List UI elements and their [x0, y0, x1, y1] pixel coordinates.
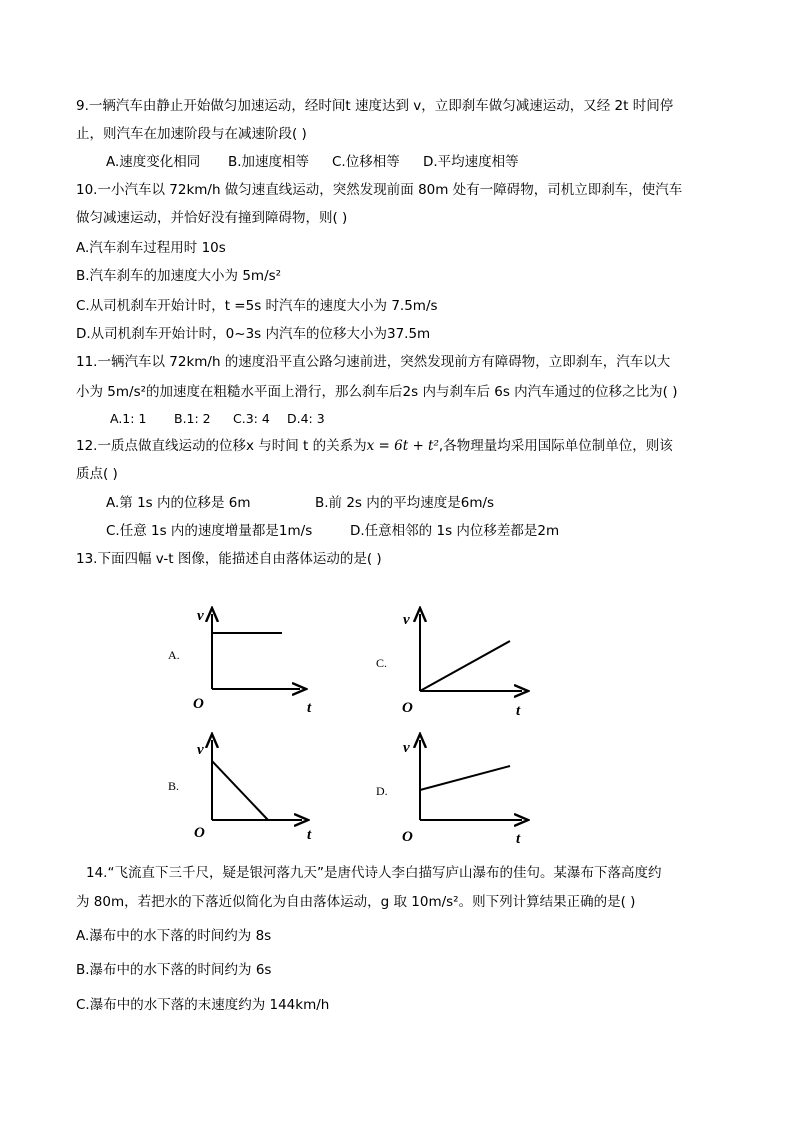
- graph-d-plot-line: [420, 766, 510, 790]
- graph-a-label: A.: [168, 648, 180, 662]
- q11-option-c: C.3: 4: [233, 411, 270, 426]
- q14-stem-line1: 14.“飞流直下三千尺，疑是银河落九天”是唐代诗人李白描写庐山瀑布的佳句。某瀑布下落高度约: [86, 865, 662, 881]
- q12-option-b: B.前 2s 内的平均速度是6m/s: [315, 495, 495, 511]
- q12-option-d: D.任意相邻的 1s 内位移差都是2m: [350, 523, 560, 539]
- q14-option-a: A.瀑布中的水下落的时间约为 8s: [76, 928, 272, 944]
- q11-option-d: D.4: 3: [287, 411, 325, 426]
- q10-option-d: D.从司机刹车开始计时，0~3s 内汽车的位移大小为37.5m: [76, 326, 431, 342]
- graph-d-origin: O: [402, 829, 413, 845]
- graph-c-origin: O: [402, 700, 413, 716]
- q12-stem-line2: 质点( ): [76, 466, 118, 482]
- q9-option-c: C.位移相等: [332, 154, 400, 170]
- q14-option-b: B.瀑布中的水下落的时间约为 6s: [76, 962, 272, 978]
- q10-option-b: B.汽车刹车的加速度大小为 5m/s²: [76, 268, 282, 284]
- graph-b-t-label: t: [307, 827, 312, 843]
- q13-graphs: [0, 590, 793, 850]
- q9-stem-line1: 9.一辆汽车由静止开始做匀加速运动，经时间t 速度达到 v，立即刹车做匀减速运动，又经 2t 时间停: [76, 98, 674, 114]
- q11-stem-line1: 11.一辆汽车以 72km/h 的速度沿平直公路匀速前进，突然发现前方有障碍物，立即刹车，汽车以大: [76, 354, 671, 370]
- q14-stem-line2: 为 80m，若把水的下落近似简化为自由落体运动，g 取 10m/s²。则下列计算结果正确的是( ): [76, 894, 636, 910]
- q10-option-c: C.从司机刹车开始计时，t =5s 时汽车的速度大小为 7.5m/s: [76, 298, 438, 314]
- graph-a: [168, 608, 312, 716]
- q12-option-a: A.第 1s 内的位移是 6m: [106, 495, 251, 511]
- q9-option-b: B.加速度相等: [228, 154, 310, 170]
- graph-d-t-label: t: [516, 831, 521, 847]
- q12-stem-pre: 12.一质点做直线运动的位移x 与时间 t 的关系为: [76, 438, 367, 454]
- graph-c: [376, 612, 522, 719]
- graph-b-v-label: v: [197, 742, 204, 758]
- q12-formula: x = 6t + t²: [366, 438, 439, 454]
- q10-stem-line2: 做匀减速运动，并恰好没有撞到障碍物，则( ): [76, 210, 348, 226]
- q11-stem-line2: 小为 5m/s²的加速度在粗糙水平面上滑行，那么刹车后2s 内与刹车后 6s 内汽车通过的位移之比为( ): [76, 384, 678, 400]
- q10-stem-line1: 10.一小汽车以 72km/h 做匀速直线运动，突然发现前面 80m 处有一障碍物，司机立即刹车，使汽车: [76, 182, 683, 198]
- q9-stem-line2: 止，则汽车在加速阶段与在减速阶段( ): [76, 126, 307, 142]
- q9-option-d: D.平均速度相等: [423, 154, 519, 170]
- q13-stem: 13.下面四幅 v-t 图像，能描述自由落体运动的是( ): [76, 551, 382, 567]
- graph-b: [168, 740, 312, 843]
- graph-d: [376, 740, 522, 847]
- graph-a-t-label: t: [307, 700, 312, 716]
- q11-option-b: B.1: 2: [174, 411, 211, 426]
- graph-a-v-label: v: [197, 608, 204, 624]
- q9-option-a: A.速度变化相同: [106, 154, 201, 170]
- q10-option-a: A.汽车刹车过程用时 10s: [76, 240, 226, 256]
- graph-c-plot-line: [420, 641, 510, 691]
- q12-stem-line1: [76, 436, 673, 456]
- graph-b-plot-line: [212, 761, 268, 820]
- graph-a-origin: O: [193, 696, 204, 712]
- q11-option-a: A.1: 1: [110, 411, 147, 426]
- q12-stem-post: ,各物理量均采用国际单位制单位，则该: [438, 438, 673, 454]
- graph-b-origin: O: [194, 825, 205, 841]
- graph-c-t-label: t: [516, 703, 521, 719]
- graph-c-v-label: v: [403, 612, 410, 628]
- graph-d-v-label: v: [403, 740, 410, 756]
- q12-option-c: C.任意 1s 内的速度增量都是1m/s: [106, 523, 313, 539]
- graph-d-label: D.: [376, 784, 388, 798]
- graph-b-label: B.: [168, 779, 180, 793]
- q14-option-c: C.瀑布中的水下落的末速度约为 144km/h: [76, 997, 330, 1013]
- graph-c-label: C.: [376, 656, 388, 670]
